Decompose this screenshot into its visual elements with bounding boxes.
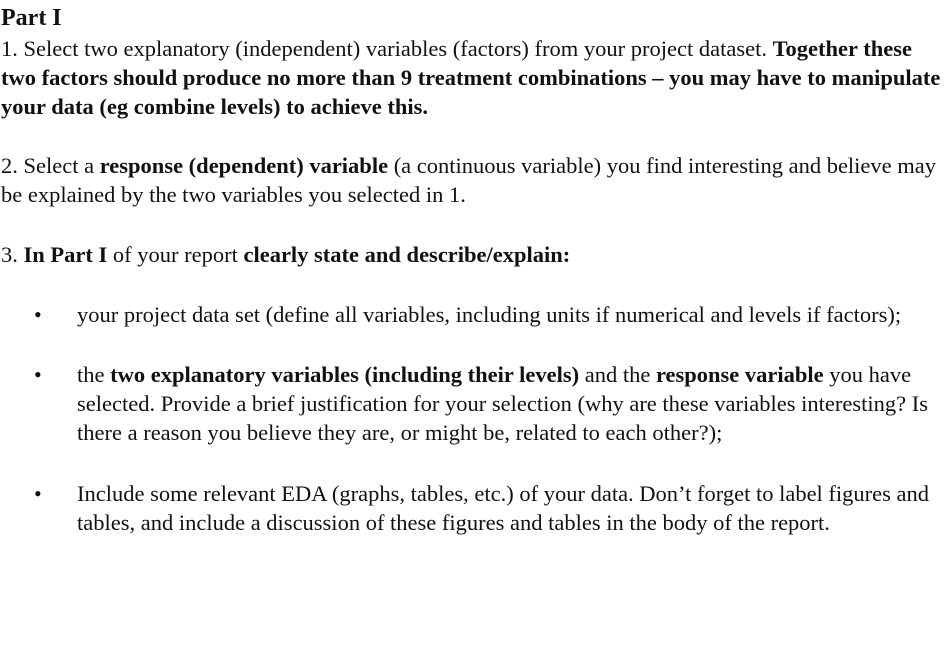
list-item-text: Include some relevant EDA (graphs, tables, etc.) of your data. Don’t forget to label figures and tables, and include a discussion of these figures and tables in the body of the report.: [77, 481, 930, 535]
step-3-bold-instruction: clearly state and describe/explain:: [243, 242, 571, 267]
step-2-suffix: (a continuous variable) you find interesting and believe may be explained by the two variables you selected in 1.: [1, 153, 937, 207]
step-2-prefix: 2. Select a: [1, 153, 100, 178]
step-2-paragraph: [1, 151, 945, 209]
list-item: [1, 360, 945, 447]
step-3-middle: of your report: [107, 242, 244, 267]
bullet-icon: •: [34, 362, 42, 387]
list-item-suffix: you have selected. Provide a brief justification for your selection (why are these variables interesting? Is there a reason you believe they are, or might be, related to each other?);: [77, 362, 928, 445]
spacer: [1, 121, 945, 151]
spacer: [1, 329, 945, 360]
list-item-text: your project data set (define all variables, including units if numerical and levels if factors);: [77, 302, 902, 327]
spacer: [1, 209, 945, 240]
list-item: [1, 300, 945, 329]
list-item-bold-explanatory: two explanatory variables (including their levels): [110, 362, 580, 387]
list-item-prefix: the: [77, 362, 111, 387]
spacer: [1, 447, 945, 479]
spacer: [1, 269, 945, 300]
step-3-paragraph: [1, 240, 945, 269]
step-3-prefix: 3.: [1, 242, 24, 267]
list-item: [1, 479, 945, 537]
step-1-text: 1. Select two explanatory (independent) variables (factors) from your project dataset.: [1, 36, 767, 61]
bullet-icon: •: [34, 481, 42, 506]
bullet-icon: •: [34, 302, 42, 327]
step-1-paragraph: [1, 34, 945, 121]
section-title: Part I: [1, 5, 62, 31]
list-item-middle: and the: [579, 362, 656, 387]
requirements-list: [1, 300, 945, 537]
step-2-bold-text: response (dependent) variable: [99, 153, 389, 178]
step-3-bold-part: In Part I: [23, 242, 108, 267]
step-1-bold-text: Together these two factors should produce no more than 9 treatment combinations – you may have to manipulate your data (eg combine levels) to achieve this.: [1, 36, 941, 119]
list-item-bold-response: response variable: [655, 362, 824, 387]
